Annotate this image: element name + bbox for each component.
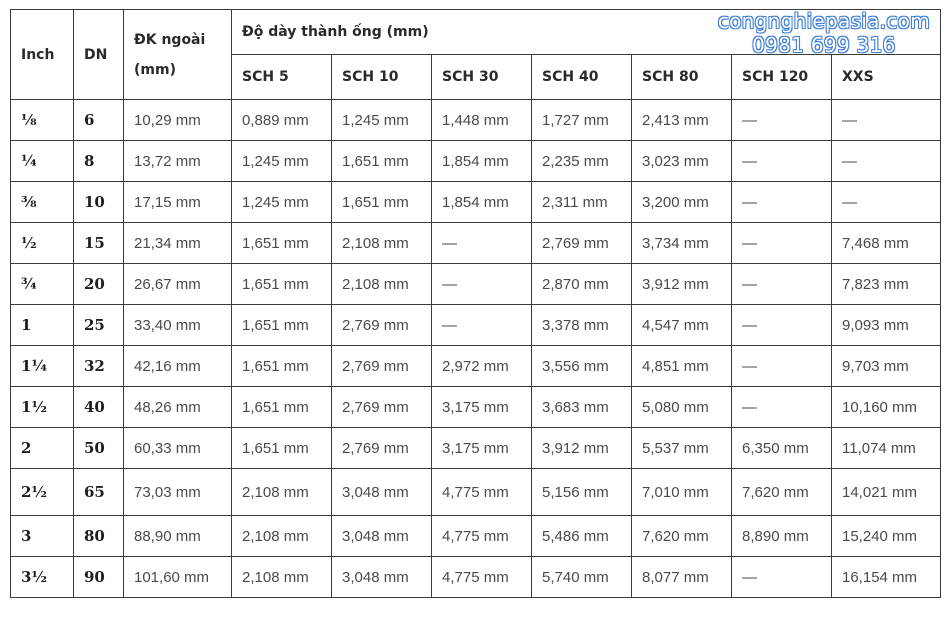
cell-sch-120: 8,890 mm: [732, 516, 832, 557]
cell-dn: 65: [74, 469, 124, 516]
cell-outer-diameter: 13,72 mm: [124, 141, 232, 182]
header-outer-diameter-line1: ĐK ngoài: [134, 31, 206, 48]
cell-sch-10: 2,769 mm: [332, 305, 432, 346]
watermark-site: congnghiepasia.com: [717, 9, 930, 33]
table-row: [11, 100, 941, 141]
cell-sch-30: 3,175 mm: [432, 387, 532, 428]
table-row: [11, 223, 941, 264]
cell-sch-5: 1,245 mm: [232, 141, 332, 182]
cell-sch-5: 1,651 mm: [232, 223, 332, 264]
cell-sch-80: 3,912 mm: [632, 264, 732, 305]
cell-xxs: 11,074 mm: [832, 428, 941, 469]
cell-outer-diameter: 101,60 mm: [124, 557, 232, 598]
watermark-phone: 0981 699 316: [752, 33, 896, 57]
cell-outer-diameter: 60,33 mm: [124, 428, 232, 469]
pipe-schedule-table-container: [10, 9, 941, 598]
cell-sch-10: 1,651 mm: [332, 141, 432, 182]
cell-dn: 20: [74, 264, 124, 305]
cell-sch-40: 2,311 mm: [532, 182, 632, 223]
cell-xxs: 16,154 mm: [832, 557, 941, 598]
cell-sch-80: 2,413 mm: [632, 100, 732, 141]
table-row: [11, 387, 941, 428]
cell-outer-diameter: 42,16 mm: [124, 346, 232, 387]
cell-sch-10: 2,769 mm: [332, 387, 432, 428]
cell-sch-120: —: [732, 223, 832, 264]
cell-sch-30: 4,775 mm: [432, 469, 532, 516]
cell-dn: 90: [74, 557, 124, 598]
cell-sch-120: 6,350 mm: [732, 428, 832, 469]
cell-sch-5: 2,108 mm: [232, 469, 332, 516]
cell-dn: 25: [74, 305, 124, 346]
cell-sch-30: 4,775 mm: [432, 516, 532, 557]
cell-sch-10: 3,048 mm: [332, 469, 432, 516]
header-sch-5: SCH 5: [232, 55, 332, 100]
cell-outer-diameter: 73,03 mm: [124, 469, 232, 516]
header-outer-diameter: [124, 10, 232, 100]
cell-inch: ½: [11, 223, 74, 264]
cell-sch-10: 2,769 mm: [332, 346, 432, 387]
cell-sch-10: 2,108 mm: [332, 223, 432, 264]
cell-sch-10: 1,245 mm: [332, 100, 432, 141]
table-row: [11, 305, 941, 346]
cell-xxs: 9,093 mm: [832, 305, 941, 346]
cell-sch-120: —: [732, 557, 832, 598]
cell-sch-40: 2,235 mm: [532, 141, 632, 182]
cell-xxs: 15,240 mm: [832, 516, 941, 557]
pipe-schedule-table: [10, 9, 941, 598]
cell-sch-5: 1,651 mm: [232, 264, 332, 305]
cell-sch-5: 1,651 mm: [232, 305, 332, 346]
cell-inch: 2: [11, 428, 74, 469]
cell-sch-10: 3,048 mm: [332, 516, 432, 557]
cell-xxs: —: [832, 141, 941, 182]
header-outer-diameter-line2: (mm): [134, 61, 176, 78]
header-sch-30: SCH 30: [432, 55, 532, 100]
cell-xxs: —: [832, 100, 941, 141]
cell-xxs: 7,468 mm: [832, 223, 941, 264]
cell-sch-80: 5,080 mm: [632, 387, 732, 428]
table-row: [11, 469, 941, 516]
cell-inch: 1: [11, 305, 74, 346]
table-row: [11, 428, 941, 469]
header-dn: DN: [74, 10, 124, 100]
table-row: [11, 557, 941, 598]
cell-sch-10: 1,651 mm: [332, 182, 432, 223]
cell-sch-120: —: [732, 141, 832, 182]
cell-outer-diameter: 21,34 mm: [124, 223, 232, 264]
header-sch-120: SCH 120: [732, 55, 832, 100]
cell-xxs: 14,021 mm: [832, 469, 941, 516]
cell-sch-80: 4,547 mm: [632, 305, 732, 346]
cell-sch-40: 2,769 mm: [532, 223, 632, 264]
cell-sch-80: 3,734 mm: [632, 223, 732, 264]
cell-dn: 40: [74, 387, 124, 428]
header-sch-80: SCH 80: [632, 55, 732, 100]
cell-sch-30: —: [432, 305, 532, 346]
cell-sch-80: 8,077 mm: [632, 557, 732, 598]
cell-sch-40: 1,727 mm: [532, 100, 632, 141]
cell-xxs: 9,703 mm: [832, 346, 941, 387]
cell-sch-5: 1,651 mm: [232, 387, 332, 428]
cell-sch-30: 4,775 mm: [432, 557, 532, 598]
table-row: [11, 182, 941, 223]
cell-sch-30: 3,175 mm: [432, 428, 532, 469]
cell-inch: ⅛: [11, 100, 74, 141]
cell-sch-30: 1,854 mm: [432, 182, 532, 223]
cell-sch-40: 3,378 mm: [532, 305, 632, 346]
cell-inch: 3½: [11, 557, 74, 598]
cell-dn: 10: [74, 182, 124, 223]
cell-xxs: —: [832, 182, 941, 223]
cell-sch-120: —: [732, 100, 832, 141]
cell-sch-120: 7,620 mm: [732, 469, 832, 516]
cell-sch-80: 7,620 mm: [632, 516, 732, 557]
cell-inch: ¼: [11, 141, 74, 182]
cell-sch-30: 2,972 mm: [432, 346, 532, 387]
cell-sch-10: 2,108 mm: [332, 264, 432, 305]
cell-sch-80: 7,010 mm: [632, 469, 732, 516]
cell-sch-30: 1,854 mm: [432, 141, 532, 182]
cell-sch-5: 1,651 mm: [232, 346, 332, 387]
cell-sch-5: 1,651 mm: [232, 428, 332, 469]
header-inch: Inch: [11, 10, 74, 100]
cell-dn: 15: [74, 223, 124, 264]
table-row: [11, 141, 941, 182]
cell-sch-80: 4,851 mm: [632, 346, 732, 387]
cell-outer-diameter: 33,40 mm: [124, 305, 232, 346]
cell-outer-diameter: 17,15 mm: [124, 182, 232, 223]
cell-inch: ¾: [11, 264, 74, 305]
header-sch-10: SCH 10: [332, 55, 432, 100]
cell-sch-10: 3,048 mm: [332, 557, 432, 598]
cell-inch: 1¼: [11, 346, 74, 387]
cell-outer-diameter: 88,90 mm: [124, 516, 232, 557]
cell-sch-120: —: [732, 305, 832, 346]
cell-xxs: 7,823 mm: [832, 264, 941, 305]
cell-inch: 1½: [11, 387, 74, 428]
table-row: [11, 346, 941, 387]
cell-sch-80: 3,023 mm: [632, 141, 732, 182]
header-wall-thickness: Độ dày thành ống (mm): [232, 10, 941, 55]
cell-sch-30: —: [432, 223, 532, 264]
cell-sch-40: 3,683 mm: [532, 387, 632, 428]
cell-sch-30: —: [432, 264, 532, 305]
header-xxs: XXS: [832, 55, 941, 100]
cell-sch-120: —: [732, 346, 832, 387]
cell-sch-5: 1,245 mm: [232, 182, 332, 223]
cell-dn: 80: [74, 516, 124, 557]
cell-sch-120: —: [732, 387, 832, 428]
cell-sch-120: —: [732, 182, 832, 223]
table-body: [11, 100, 941, 598]
cell-sch-120: —: [732, 264, 832, 305]
cell-sch-40: 3,912 mm: [532, 428, 632, 469]
cell-inch: 2½: [11, 469, 74, 516]
cell-sch-80: 5,537 mm: [632, 428, 732, 469]
cell-dn: 50: [74, 428, 124, 469]
cell-sch-5: 2,108 mm: [232, 557, 332, 598]
cell-dn: 8: [74, 141, 124, 182]
cell-inch: ⅜: [11, 182, 74, 223]
cell-sch-40: 5,486 mm: [532, 516, 632, 557]
header-sch-40: SCH 40: [532, 55, 632, 100]
cell-sch-40: 5,740 mm: [532, 557, 632, 598]
cell-sch-40: 2,870 mm: [532, 264, 632, 305]
cell-sch-30: 1,448 mm: [432, 100, 532, 141]
cell-inch: 3: [11, 516, 74, 557]
cell-xxs: 10,160 mm: [832, 387, 941, 428]
cell-sch-5: 0,889 mm: [232, 100, 332, 141]
cell-outer-diameter: 26,67 mm: [124, 264, 232, 305]
cell-dn: 32: [74, 346, 124, 387]
cell-sch-40: 5,156 mm: [532, 469, 632, 516]
table-row: [11, 516, 941, 557]
cell-outer-diameter: 48,26 mm: [124, 387, 232, 428]
table-row: [11, 264, 941, 305]
cell-sch-10: 2,769 mm: [332, 428, 432, 469]
cell-sch-5: 2,108 mm: [232, 516, 332, 557]
cell-dn: 6: [74, 100, 124, 141]
cell-outer-diameter: 10,29 mm: [124, 100, 232, 141]
cell-sch-40: 3,556 mm: [532, 346, 632, 387]
cell-sch-80: 3,200 mm: [632, 182, 732, 223]
